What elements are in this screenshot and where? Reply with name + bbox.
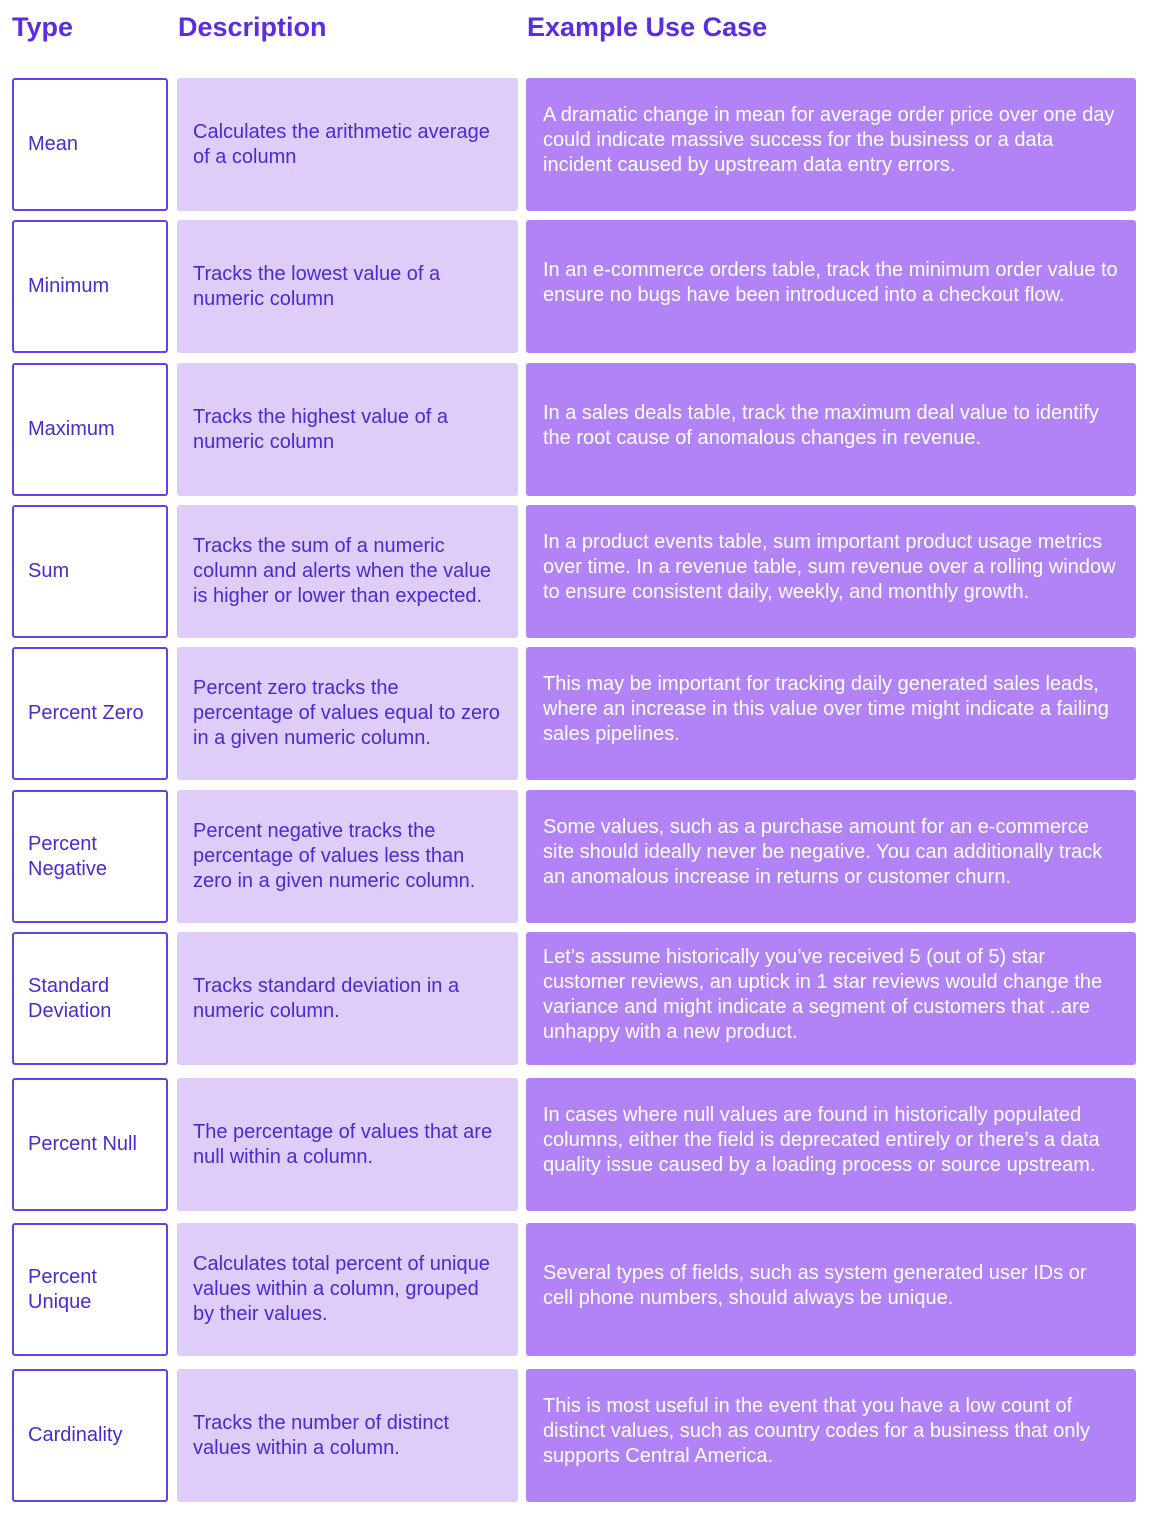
example-text: In a product events table, sum important product usage metrics over time. In a revenue table, sum revenue over a rolling window to ensure consistent daily, weekly, and monthly growth. [543, 531, 1116, 603]
example-cell [526, 505, 1136, 638]
description-cell [177, 505, 518, 638]
type-label: Percent Null [28, 1133, 137, 1155]
type-cell [12, 505, 168, 638]
table-row [0, 1223, 1154, 1356]
type-cell [12, 220, 168, 353]
type-label: Sum [28, 560, 70, 582]
description-text: The percentage of values that are null within a column. [193, 1120, 493, 1168]
type-cell [12, 647, 168, 780]
description-text: Tracks standard deviation in a numeric column. [193, 974, 460, 1022]
example-cell [526, 1078, 1136, 1211]
description-cell [177, 78, 518, 211]
type-label: Mean [28, 133, 79, 155]
example-text: A dramatic change in mean for average order price over one day could indicate massive success for the business or a data incident caused by upstream data entry errors. [543, 104, 1115, 176]
example-text: Let’s assume historically you’ve received 5 (out of 5) star customer reviews, an uptick in 1 star reviews would change the variance and might indicate a segment of customers that ..are unhappy with a new product. [543, 945, 1103, 1043]
example-text: In cases where null values are found in historically populated columns, either the field is deprecated entirely or there’s a data quality issue caused by a loading process or source upstream. [543, 1104, 1100, 1176]
example-cell [526, 220, 1136, 353]
description-text: Tracks the lowest value of a numeric column [193, 262, 441, 310]
type-label: Cardinality [28, 1424, 123, 1446]
example-cell [526, 790, 1136, 923]
type-cell [12, 78, 168, 211]
type-column-header: Type [12, 12, 74, 42]
type-cell [12, 1223, 168, 1356]
description-cell [177, 647, 518, 780]
example-text: In a sales deals table, track the maximum deal value to identify the root cause of anomalous changes in revenue. [543, 401, 1099, 449]
table-row [0, 220, 1154, 353]
type-cell [12, 790, 168, 923]
type-label: Standard Deviation [28, 974, 112, 1022]
example-cell [526, 647, 1136, 780]
description-cell [177, 363, 518, 496]
table-row [0, 1078, 1154, 1211]
table-row [0, 647, 1154, 780]
description-column-header: Description [178, 12, 327, 42]
type-label: Maximum [28, 418, 115, 440]
example-column-header: Example Use Case [527, 12, 768, 42]
example-cell [526, 1223, 1136, 1356]
example-text: Some values, such as a purchase amount for an e-commerce site should ideally never be negative. You can additionally track an anomalous increase in returns or customer churn. [543, 816, 1103, 888]
type-label: Percent Zero [28, 702, 144, 724]
type-cell [12, 1369, 168, 1502]
description-text: Percent negative tracks the percentage of values less than zero in a given numeric column. [193, 820, 476, 892]
description-text: Calculates total percent of unique values within a column, grouped by their values. [193, 1253, 490, 1325]
example-cell [526, 78, 1136, 211]
type-label: Percent Negative [28, 832, 107, 880]
example-text: This is most useful in the event that you have a low count of distinct values, such as country codes for a business that only supports Central America. [543, 1395, 1090, 1467]
type-cell [12, 932, 168, 1065]
description-cell [177, 1369, 518, 1502]
example-text: Several types of fields, such as system generated user IDs or cell phone numbers, should always be unique. [543, 1261, 1087, 1309]
description-cell [177, 1078, 518, 1211]
example-cell [526, 363, 1136, 496]
description-cell [177, 790, 518, 923]
description-cell [177, 932, 518, 1065]
description-text: Calculates the arithmetic average of a column [193, 120, 490, 168]
description-cell [177, 1223, 518, 1356]
type-label: Minimum [28, 275, 110, 297]
description-text: Tracks the highest value of a numeric column [193, 405, 448, 453]
example-text: In an e-commerce orders table, track the minimum order value to ensure no bugs have been introduced into a checkout flow. [543, 258, 1118, 306]
type-label: Percent Unique [28, 1265, 97, 1313]
description-text: Tracks the sum of a numeric column and alerts when the value is higher or lower than expected. [193, 535, 491, 607]
table-row [0, 363, 1154, 496]
table-row [0, 78, 1154, 211]
type-cell [12, 363, 168, 496]
table-row [0, 932, 1154, 1065]
type-cell [12, 1078, 168, 1211]
description-text: Tracks the number of distinct values within a column. [193, 1411, 450, 1459]
description-text: Percent zero tracks the percentage of values equal to zero in a given numeric column. [193, 677, 500, 749]
example-cell [526, 1369, 1136, 1502]
table-row [0, 790, 1154, 923]
table-row [0, 1369, 1154, 1502]
description-cell [177, 220, 518, 353]
example-text: This may be important for tracking daily generated sales leads, where an increase in this value over time might indicate a failing sales pipelines. [543, 673, 1109, 745]
table-row [0, 505, 1154, 638]
example-cell [526, 932, 1136, 1065]
